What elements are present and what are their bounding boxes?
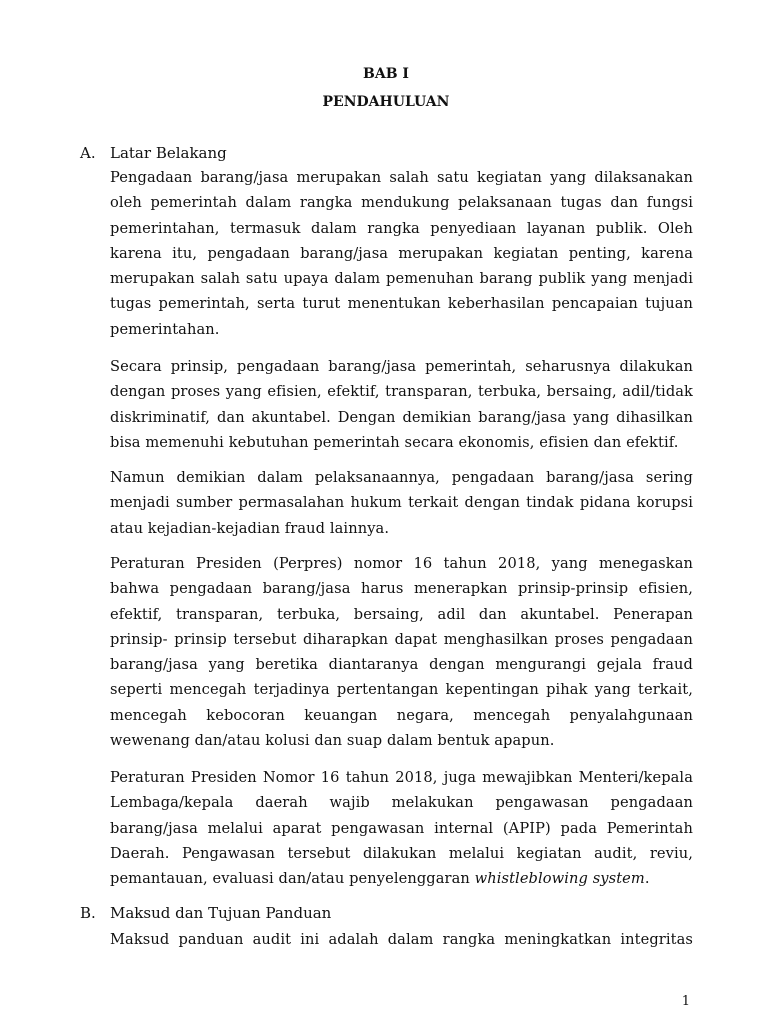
chapter-title: PENDAHULUAN xyxy=(322,94,450,110)
paragraph-5-end: . xyxy=(644,870,650,888)
section-b-title: Maksud dan Tujuan Panduan xyxy=(110,904,332,922)
section-b-letter: B. xyxy=(80,904,96,922)
section-a-title: Latar Belakang xyxy=(110,144,227,162)
section-a-heading xyxy=(80,142,227,164)
section-b-heading xyxy=(80,902,331,924)
page-number: 1 xyxy=(681,994,690,1009)
paragraph-latar-belakang-4: Peraturan Presiden (Perpres) nomor 16 tahun 2018, yang menegaskan bahwa pengadaan barang/jasa harus menerapkan prinsip-prinsip efisien, efektif, transparan, terbuka, bersaing, adil dan akuntabel. Penerapan prinsip- prinsip tersebut diharapkan dapat menghasilkan proses pengadaan barang/jasa yang beretika diantaranya dengan mengurangi gejala fraud seperti mencegah terjadinya pertentangan kepentingan pihak yang terkait, mencegah kebocoran keuangan negara, mencegah penyalahgunaan wewenang dan/atau kolusi dan suap dalam bentuk apapun. xyxy=(110,555,693,750)
paragraph-latar-belakang-2: Secara prinsip, pengadaan barang/jasa pemerintah, seharusnya dilakukan dengan proses yang efisien, efektif, transparan, terbuka, bersaing, adil/tidak diskriminatif, dan akuntabel. Dengan demikian barang/jasa yang dihasilkan bisa memenuhi kebutuhan pemerintah secara ekonomis, efisien dan efektif. xyxy=(110,358,693,451)
paragraph-latar-belakang-1: Pengadaan barang/jasa merupakan salah satu kegiatan yang dilaksanakan oleh pemerintah dalam rangka mendukung pelaksanaan tugas dan fungsi pemerintahan, termasuk dalam rangka penyediaan layanan publik. Oleh karena itu, pengadaan barang/jasa merupakan kegiatan penting, karena merupakan salah satu upaya dalam pemenuhan barang publik yang menjadi tugas pemerintah, serta turut menentukan keberhasilan pencapaian tujuan pemerintahan. xyxy=(110,169,693,338)
paragraph-5-text: Peraturan Presiden Nomor 16 tahun 2018, juga mewajibkan Menteri/kepala Lembaga/kepala daerah wajib melakukan pengawasan pengadaan barang/jasa melalui aparat pengawasan internal (APIP) pada Pemerintah Daerah. Pengawasan tersebut dilakukan melalui kegiatan audit, reviu, pemantauan, evaluasi dan/atau penyelenggaran xyxy=(110,769,693,888)
paragraph-latar-belakang-3: Namun demikian dalam pelaksanaannya, pengadaan barang/jasa sering menjadi sumber permasalahan hukum terkait dengan tindak pidana korupsi atau kejadian-kejadian fraud lainnya. xyxy=(110,469,693,537)
paragraph-5-italic-term: whistleblowing system xyxy=(474,870,645,888)
chapter-number: BAB I xyxy=(363,66,409,82)
section-a-letter: A. xyxy=(80,144,96,162)
paragraph-latar-belakang-5 xyxy=(110,765,693,891)
paragraph-maksud-1: Maksud panduan audit ini adalah dalam rangka meningkatkan integritas xyxy=(110,931,693,948)
